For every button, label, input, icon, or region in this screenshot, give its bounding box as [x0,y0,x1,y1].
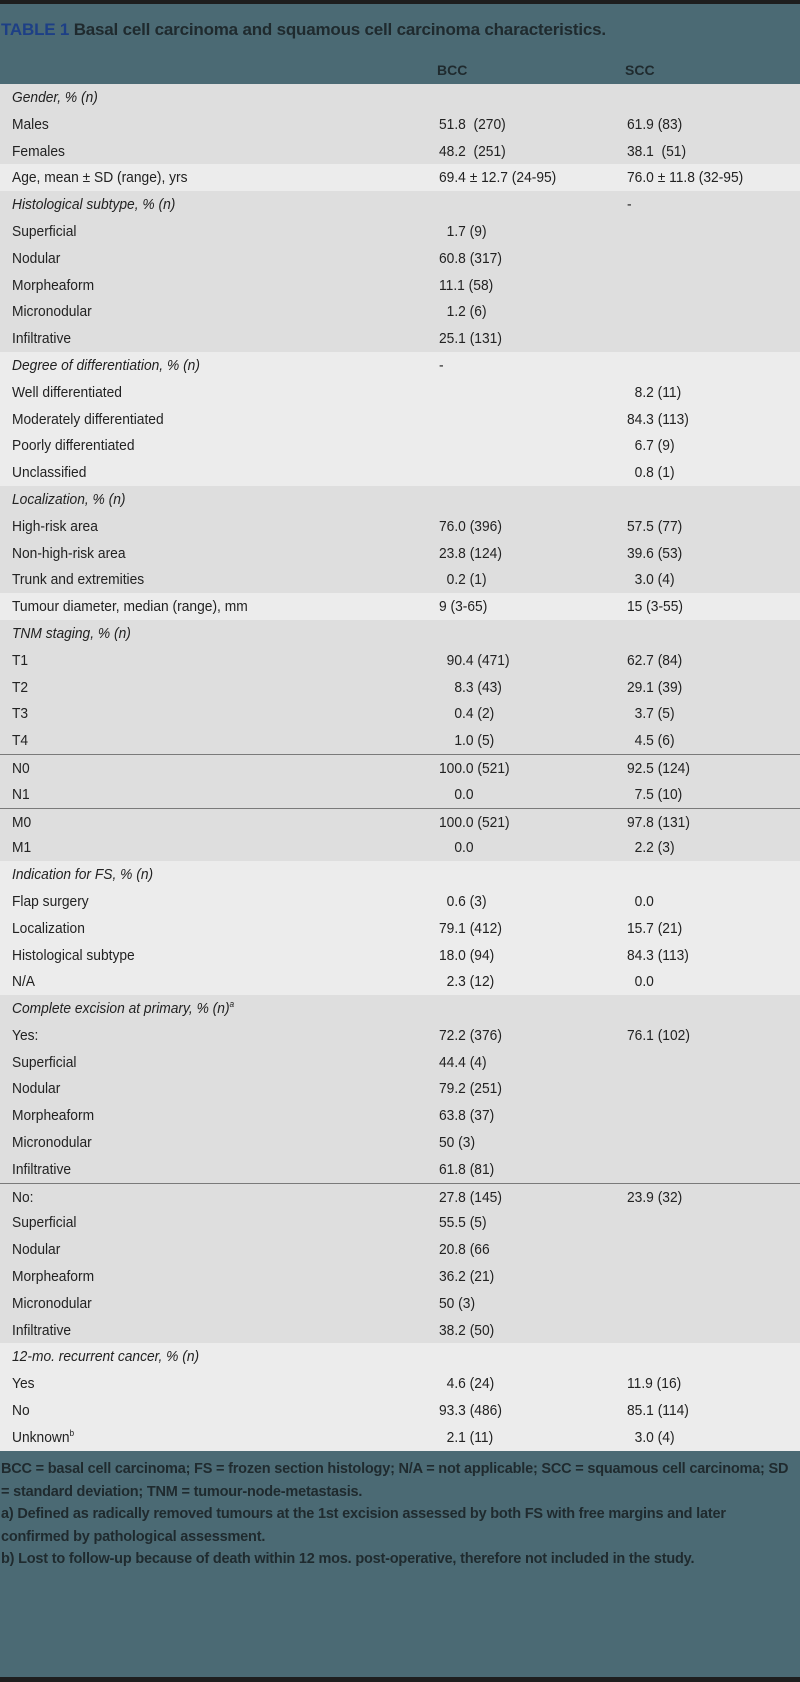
row-label-text: T2 [12,678,29,696]
cell-bcc: 11.1 (58) [439,276,494,294]
row-label [12,1348,199,1365]
row-label-text: Age, mean ± SD (range), yrs [12,169,188,187]
row-label-text: N1 [12,785,30,803]
cell-bcc: 36.2 (21) [439,1268,495,1286]
cell-bcc: 2.3 (12) [439,973,495,991]
cell-bcc: - [439,356,444,374]
table-row [0,915,800,942]
cell-bcc: 51.8 (270) [439,115,506,133]
row-label-text: N0 [12,759,30,777]
cell-scc: 15.7 (21) [627,919,683,937]
cell-bcc: 9 (3-65) [439,598,488,616]
footnote-marker: b [69,1427,75,1438]
row-label [12,839,31,856]
table-row [0,1290,800,1317]
row-label-text: Unclassified [12,464,87,482]
row-label [12,786,30,803]
row-label [12,732,28,749]
cell-bcc: 50 (3) [439,1294,476,1312]
row-label-text: Indication for FS, % (n) [12,866,154,884]
row-label-text: T4 [12,732,29,750]
cell-scc: 84.3 (113) [627,410,689,428]
row-label-text: Nodular [12,1080,61,1098]
cell-bcc: 20.8 (66 [439,1241,490,1259]
row-label [12,1402,30,1419]
row-label [12,491,126,508]
cell-scc: 76.1 (102) [627,1026,690,1044]
cell-scc: 61.9 (83) [627,115,683,133]
row-label-text: Histological subtype, % (n) [12,196,176,214]
row-label-text: Localization, % (n) [12,490,126,508]
row-label [12,947,135,964]
row-label [12,330,71,347]
row-label-text: Tumour diameter, median (range), mm [12,598,248,616]
table-row [0,1317,800,1344]
table-section-header [0,486,800,513]
row-label [12,1295,92,1312]
table-row [0,218,800,245]
row-label-text: No [12,1402,30,1420]
table-row [0,647,800,674]
row-label-text: T3 [12,705,29,723]
row-label [12,866,153,883]
row-label-text: Superficial [12,1214,77,1232]
row-label-text: Localization [12,919,85,937]
table-row [0,808,800,835]
cell-scc: 38.1 (51) [627,142,687,160]
cell-scc: 0.8 (1) [627,464,675,482]
cell-scc: 62.7 (84) [627,651,683,669]
table-row [0,968,800,995]
row-label [12,760,30,777]
row-label-text: High-risk area [12,517,98,535]
table-row [0,432,800,459]
cell-scc: 2.2 (3) [627,839,675,857]
table-row [0,566,800,593]
row-label-text: Yes [12,1375,35,1393]
cell-bcc: 2.1 (11) [439,1428,494,1446]
table-row [0,164,800,191]
footnote-a: a) Defined as radically removed tumours at the 1st excision assessed by both FS with free margins and later confirmed by pathological assessment. [1,1506,726,1545]
cell-bcc: 38.2 (50) [439,1321,495,1339]
row-label [12,652,28,669]
cell-bcc: 93.3 (486) [439,1402,502,1420]
row-label [12,1134,92,1151]
table-section-header [0,620,800,647]
cell-bcc: 0.0 [439,839,474,857]
cell-bcc: 1.2 (6) [439,303,487,321]
row-label [12,920,85,937]
row-label-text: Flap surgery [12,892,89,910]
cell-bcc: 63.8 (37) [439,1107,495,1125]
row-label [12,1107,94,1124]
cell-bcc: 79.2 (251) [439,1080,502,1098]
cell-bcc: 100.0 (521) [439,759,510,777]
row-label-text: Micronodular [12,1134,92,1152]
cell-bcc: 0.0 [439,785,474,803]
table-number: TABLE 1 [1,20,70,39]
cell-bcc: 4.6 (24) [439,1375,495,1393]
cell-scc: 8.2 (11) [627,383,682,401]
table-row [0,942,800,969]
row-label-text: TNM staging, % (n) [12,624,131,642]
cell-bcc: 25.1 (131) [439,330,502,348]
row-label [12,384,122,401]
cell-bcc: 48.2 (251) [439,142,506,160]
row-label [12,1241,60,1258]
table-row [0,298,800,325]
table-row [0,1370,800,1397]
row-label [12,89,98,106]
cell-scc: 11.9 (16) [627,1375,682,1393]
row-label-text: Complete excision at primary, % (n) [12,1000,230,1018]
cell-scc: 3.0 (4) [627,571,675,589]
cell-bcc: 60.8 (317) [439,249,502,267]
footnote-abbreviations: BCC = basal cell carcinoma; FS = frozen section histology; N/A = not applicable; SCC = squamous cell carcinoma; SD = standard deviation; TNM = tumour-node-metastasis. [1,1461,789,1500]
cell-scc: 85.1 (114) [627,1402,689,1420]
cell-bcc: 100.0 (521) [439,813,510,831]
footnote-b: b) Lost to follow-up because of death within 12 mos. post-operative, therefore not included in the study. [1,1551,695,1567]
cell-scc: 39.6 (53) [627,544,683,562]
table-row [0,674,800,701]
cell-bcc: 0.6 (3) [439,892,487,910]
cell-bcc: 23.8 (124) [439,544,502,562]
row-label [12,1375,35,1392]
row-label-text: Moderately differentiated [12,410,164,428]
cell-scc: 84.3 (113) [627,946,689,964]
table-row [0,111,800,138]
table-row [0,1236,800,1263]
table-section-header [0,995,800,1022]
table-section-header [0,84,800,111]
row-label [12,303,92,320]
table-section-header [0,861,800,888]
table-row [0,593,800,620]
table-row [0,754,800,781]
table-row [0,325,800,352]
row-label-text: Males [12,115,49,133]
table-section-header [0,352,800,379]
cell-bcc: 1.7 (9) [439,222,487,240]
cell-scc: 23.9 (32) [627,1188,683,1206]
table-section-header [0,1343,800,1370]
cell-bcc: 27.8 (145) [439,1188,502,1206]
row-label-text: 12-mo. recurrent cancer, % (n) [12,1348,200,1366]
table-row [0,1263,800,1290]
row-label [12,196,175,213]
cell-bcc: 18.0 (94) [439,946,495,964]
row-label [12,357,200,374]
row-label-text: Infiltrative [12,330,72,348]
table-title [1,20,606,40]
cell-bcc: 0.2 (1) [439,571,487,589]
table-row [0,513,800,540]
row-label-text: M0 [12,813,32,831]
table-row [0,272,800,299]
row-label [12,1429,74,1446]
cell-scc: 92.5 (124) [627,759,690,777]
row-label [12,705,28,722]
row-label-text: Superficial [12,222,77,240]
row-label-text: Histological subtype [12,946,135,964]
cell-bcc: 76.0 (396) [439,517,502,535]
row-label-text: N/A [12,973,36,991]
row-label-text: Morpheaform [12,276,95,294]
row-label [12,277,94,294]
table-row [0,700,800,727]
table-row [0,1129,800,1156]
cell-bcc: 79.1 (412) [439,919,502,937]
row-label [12,1054,76,1071]
table-row [0,1183,800,1210]
row-label [12,518,98,535]
row-label [12,223,76,240]
row-label-text: Nodular [12,1241,61,1259]
row-label-text: T1 [12,651,29,669]
row-label-text: Morpheaform [12,1107,95,1125]
row-label-text: No: [12,1188,34,1206]
row-label-text: Unknown [12,1428,70,1446]
row-label-text: Poorly differentiated [12,437,135,455]
table-row [0,1397,800,1424]
table-row [0,379,800,406]
row-label [12,1322,71,1339]
row-label [12,1268,94,1285]
row-label-text: Trunk and extremities [12,571,145,589]
row-label-text: Micronodular [12,1294,92,1312]
table-section-header [0,191,800,218]
cell-scc: 97.8 (131) [627,813,690,831]
table-body [0,84,800,1451]
row-label-text: Degree of differentiation, % (n) [12,356,200,374]
cell-bcc: 0.4 (2) [439,705,495,723]
cell-scc: 0.0 [627,892,654,910]
table-row [0,459,800,486]
row-label-text: Infiltrative [12,1160,72,1178]
table-row [0,727,800,754]
row-label [12,143,65,160]
table-row [0,1049,800,1076]
row-label [12,545,126,562]
column-header-bcc: BCC [437,62,468,78]
row-label [12,1214,76,1231]
row-label [12,1080,60,1097]
row-label [12,814,31,831]
row-label [12,625,131,642]
row-label [12,1161,71,1178]
cell-bcc: 69.4 ± 12.7 (24-95) [439,169,557,187]
row-label [12,464,86,481]
cell-bcc: 50 (3) [439,1134,476,1152]
table-row [0,1424,800,1451]
cell-bcc: 72.2 (376) [439,1026,502,1044]
table-footnotes [1,1458,791,1571]
table-row [0,540,800,567]
row-label [12,893,89,910]
table-row [0,245,800,272]
row-label [12,598,248,615]
cell-scc: 29.1 (39) [627,678,683,696]
row-label [12,169,188,186]
row-label [12,250,60,267]
cell-bcc: 1.0 (5) [439,732,495,750]
table-row [0,406,800,433]
table-row [0,781,800,808]
row-label [12,1000,234,1017]
row-label-text: Morpheaform [12,1268,95,1286]
row-label-text: Gender, % (n) [12,89,98,106]
table-row [0,834,800,861]
row-label [12,571,144,588]
cell-scc: 3.0 (4) [627,1428,675,1446]
table-row [0,138,800,165]
column-header-scc: SCC [625,62,655,78]
cell-bcc: 61.8 (81) [439,1160,495,1178]
cell-bcc: 8.3 (43) [439,678,502,696]
cell-scc: 15 (3-55) [627,598,684,616]
row-label-text: Yes: [12,1026,39,1044]
cell-scc: 6.7 (9) [627,437,675,455]
cell-scc: 57.5 (77) [627,517,683,535]
cell-scc: 7.5 (10) [627,785,683,803]
cell-bcc: 44.4 (4) [439,1053,487,1071]
table-row [0,1156,800,1183]
table-row [0,888,800,915]
cell-scc: 3.7 (5) [627,705,675,723]
table-row [0,1209,800,1236]
row-label [12,1027,38,1044]
row-label [12,1189,33,1206]
cell-bcc: 90.4 (471) [439,651,510,669]
cell-scc: 4.5 (6) [627,732,675,750]
row-label-text: M1 [12,839,32,857]
table-row [0,1102,800,1129]
table-row [0,1075,800,1102]
row-label-text: Non-high-risk area [12,544,126,562]
row-label-text: Well differentiated [12,383,122,401]
row-label-text: Infiltrative [12,1321,72,1339]
row-label-text: Nodular [12,249,61,267]
row-label [12,437,134,454]
table-row [0,1022,800,1049]
cell-scc: 76.0 ± 11.8 (32-95) [627,169,744,187]
footnote-marker: a [229,999,235,1010]
table-caption: Basal cell carcinoma and squamous cell carcinoma characteristics. [69,20,606,39]
cell-scc: 0.0 [627,973,654,991]
row-label [12,973,35,990]
cell-bcc: 55.5 (5) [439,1214,487,1232]
row-label-text: Females [12,142,65,160]
row-label [12,116,49,133]
row-label [12,411,164,428]
row-label-text: Superficial [12,1053,77,1071]
row-label [12,679,28,696]
cell-scc: - [627,196,632,214]
row-label-text: Micronodular [12,303,92,321]
